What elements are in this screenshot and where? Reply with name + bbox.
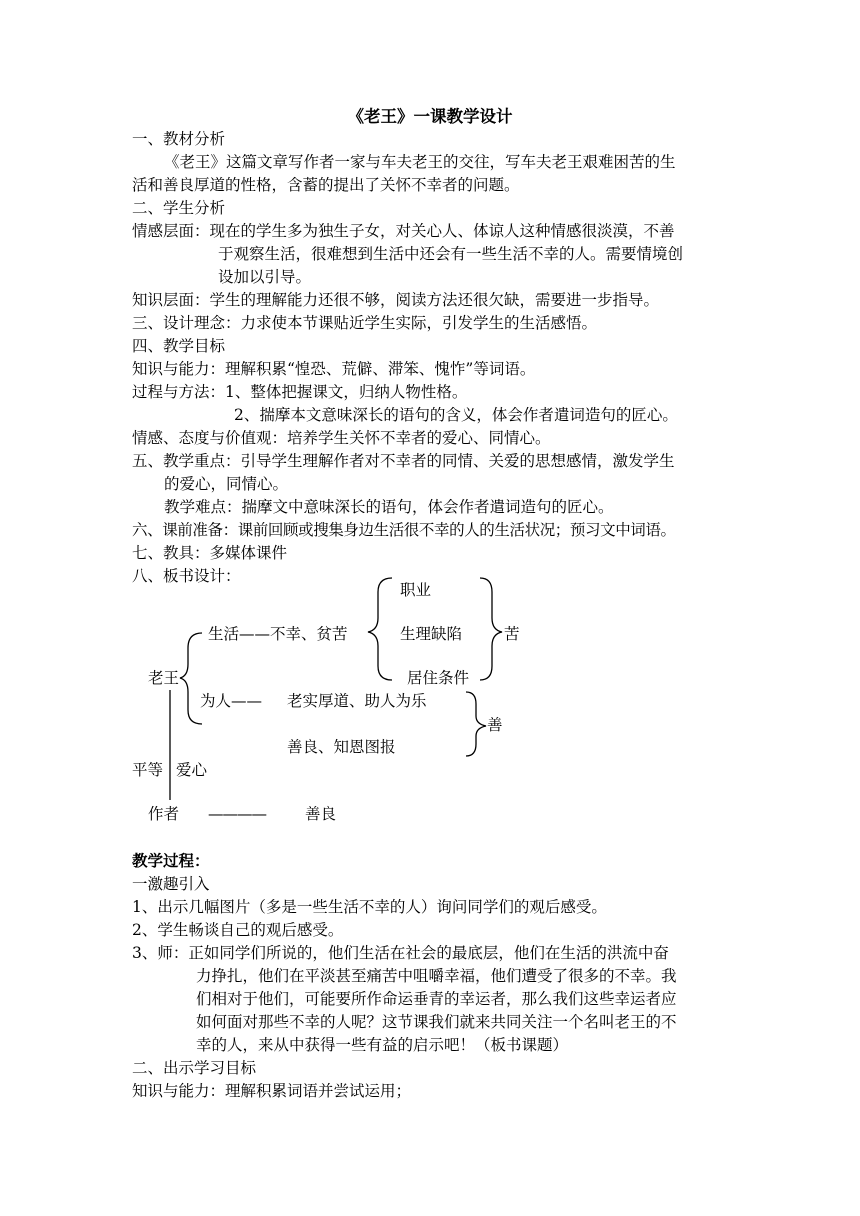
paragraph-line: 于观察生活，很难想到生活中还会有一些生活不幸的人。需要情境创 xyxy=(218,245,684,263)
paragraph-line: 情感、态度与价值观：培养学生关怀不幸者的爱心、同情心。 xyxy=(132,429,551,447)
paragraph-line: 设加以引导。 xyxy=(218,268,312,286)
section-heading-textbook-analysis: 一、教材分析 xyxy=(132,130,226,148)
board-item-occupation: 职业 xyxy=(400,581,432,599)
paragraph-line: 知识层面：学生的理解能力还很不够，阅读方法还很欠缺，需要进一步指导。 xyxy=(132,291,660,309)
paragraph-line: 知识与能力：理解积累词语并尝试运用； xyxy=(132,1082,412,1100)
board-item-life: 生活——不幸、贫苦 xyxy=(208,625,348,643)
board-item-equality: 平等 xyxy=(132,761,164,779)
paragraph-line: 3、师：正如同学们所说的，他们生活在社会的最底层，他们在生活的洪流中奋 xyxy=(132,944,669,962)
section-heading-student-analysis: 二、学生分析 xyxy=(132,199,226,217)
paragraph-line: 教学难点：揣摩文中意味深长的语句，体会作者遣词造句的匠心。 xyxy=(164,498,614,516)
paragraph-line: 幸的人，来从中获得一些有益的启示吧！（板书课题） xyxy=(196,1036,569,1054)
paragraph-line: 过程与方法：1、整体把握课文，归纳人物性格。 xyxy=(132,383,468,401)
paragraph-line: 《老王》这篇文章写作者一家与车夫老王的交往，写车夫老王艰难困苦的生 xyxy=(164,153,676,171)
board-item-goodness: 善良 xyxy=(305,805,337,823)
board-item-grateful: 善良、知恩图报 xyxy=(287,738,396,756)
paragraph-line: 知识与能力：理解积累“惶恐、荒僻、滞笨、愧怍”等词语。 xyxy=(132,360,536,378)
paragraph-line: 一激趣引入 xyxy=(132,875,210,893)
board-item-honest: 老实厚道、助人为乐 xyxy=(287,692,427,710)
board-item-living-conditions: 居住条件 xyxy=(407,669,470,687)
section-heading-key-points: 五、教学重点：引导学生理解作者对不幸者的同情、关爱的思想感情，激发学生 xyxy=(132,452,675,470)
paragraph-line: 活和善良厚道的性格，含蓄的提出了关怀不幸者的问题。 xyxy=(132,176,520,194)
paragraph-line: 力挣扎，他们在平淡甚至痛苦中咀嚼幸福，他们遭受了很多的不幸。我 xyxy=(196,967,677,985)
board-item-love: 爱心 xyxy=(176,761,208,779)
paragraph-line: 2、揣摩本文意味深长的语句的含义，体会作者遣词造句的匠心。 xyxy=(234,406,678,424)
board-item-author: 作者 xyxy=(148,805,180,823)
paragraph-line: 们相对于他们，可能要所作命运垂青的幸运者，那么我们这些幸运者应 xyxy=(196,990,677,1008)
section-heading-preparation: 六、课前准备：课前回顾或搜集身边生活很不幸的人的生活状况；预习文中词语。 xyxy=(132,521,676,539)
teaching-process-heading: 教学过程： xyxy=(132,851,210,870)
document-title: 《老王》一课教学设计 xyxy=(347,107,513,126)
section-heading-board-design: 八、板书设计： xyxy=(132,567,241,585)
paragraph-line: 1、出示几幅图片（多是一些生活不幸的人）询问同学们的观后感受。 xyxy=(132,898,607,916)
section-heading-design-concept: 三、设计理念：力求使本节课贴近学生实际，引发学生的生活感悟。 xyxy=(132,314,598,332)
board-item-bitter: 苦 xyxy=(504,625,520,643)
board-item-disability: 生理缺陷 xyxy=(400,625,463,643)
paragraph-line: 如何面对那些不幸的人呢？这节课我们就来共同关注一个名叫老王的不 xyxy=(196,1013,677,1031)
paragraph-line: 的爱心，同情心。 xyxy=(164,475,289,493)
paragraph-line: 情感层面：现在的学生多为独生子女，对关心人、体谅人这种情感很淡漠，不善 xyxy=(132,222,675,240)
section-heading-teaching-goals: 四、教学目标 xyxy=(132,337,226,355)
board-item-dash: ———— xyxy=(208,805,266,823)
board-item-kind: 善 xyxy=(487,716,503,734)
paragraph-line: 2、学生畅谈自己的观后感受。 xyxy=(132,921,344,939)
paragraph-line: 二、出示学习目标 xyxy=(132,1059,257,1077)
board-item-character: 为人—— xyxy=(200,692,263,710)
board-item-laowang: 老王 xyxy=(148,669,180,687)
section-heading-teaching-aids: 七、教具：多媒体课件 xyxy=(132,544,288,562)
